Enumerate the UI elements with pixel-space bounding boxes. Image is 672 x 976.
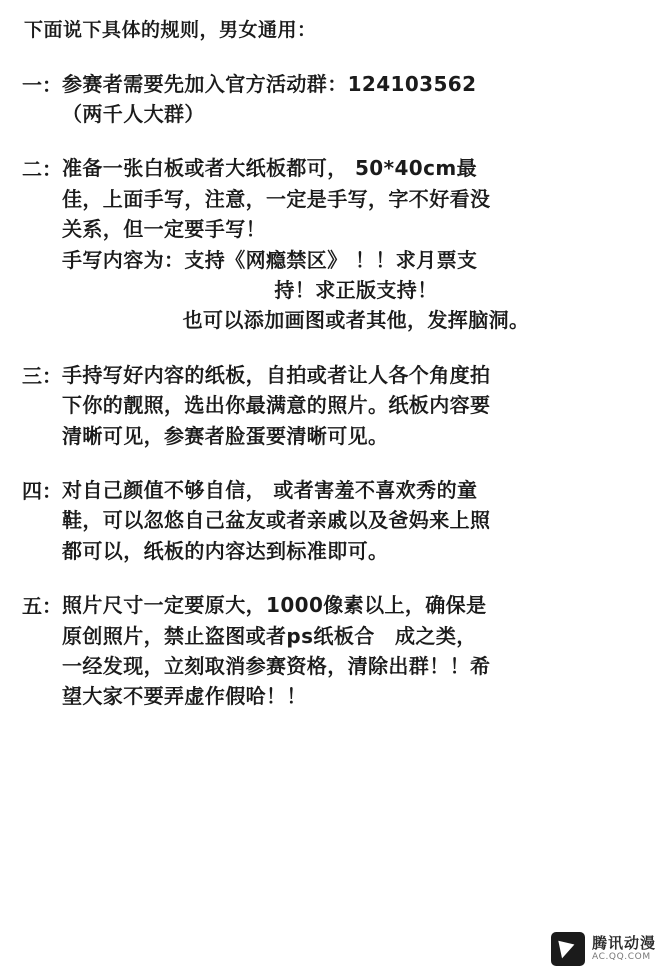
watermark bbox=[551, 932, 656, 966]
rule-line: 清晰可见，参赛者脸蛋要清晰可见。 bbox=[62, 423, 389, 448]
rule-line: 手写内容为：支持《网瘾禁区》 ！！求月票支 bbox=[62, 247, 478, 272]
watermark-url: AC.QQ.COM bbox=[591, 952, 651, 963]
rule-body bbox=[62, 69, 650, 130]
rule-label: 二： bbox=[22, 157, 62, 182]
watermark-text bbox=[592, 935, 656, 963]
rule-line: 佳，上面手写，注意，一定是手写，字不好看没 bbox=[62, 186, 491, 211]
rule-line: 准备一张白板或者大纸板都可， 50*40cm最 bbox=[62, 156, 477, 181]
rule-label: 五： bbox=[22, 594, 62, 619]
rule-line: 原创照片，禁止盗图或者ps纸板合 成之类， bbox=[62, 623, 477, 648]
rule-body bbox=[62, 360, 650, 451]
rule-line: 鞋，可以忽悠自己盆友或者亲戚以及爸妈来上照 bbox=[62, 508, 491, 533]
rule-line: 参赛者需要先加入官方活动群：124103562 bbox=[62, 71, 477, 96]
rule-line: 望大家不要弄虚作假哈！！ bbox=[62, 684, 307, 709]
rule-line: （两千人大群） bbox=[62, 102, 205, 127]
rule-line: 对自己颜值不够自信， 或者害羞不喜欢秀的童 bbox=[62, 477, 478, 502]
rule-line: 持！求正版支持！ bbox=[274, 278, 438, 303]
rule-line: 也可以添加画图或者其他，发挥脑洞。 bbox=[182, 308, 530, 333]
rule-item bbox=[22, 360, 650, 451]
rule-label: 四： bbox=[22, 478, 62, 503]
rule-body bbox=[62, 475, 650, 566]
rule-item bbox=[22, 69, 650, 130]
rule-line: 下你的靓照，选出你最满意的照片。纸板内容要 bbox=[62, 393, 491, 418]
tencent-comic-logo-icon bbox=[551, 932, 585, 966]
rule-item bbox=[22, 475, 650, 566]
intro-paragraph: 下面说下具体的规则，男女通用： bbox=[24, 19, 317, 41]
rule-line: 手持写好内容的纸板，自拍或者让人各个角度拍 bbox=[62, 362, 491, 387]
rule-label: 一： bbox=[22, 72, 62, 97]
rule-line: 一经发现，立刻取消参赛资格，清除出群！！希 bbox=[62, 653, 491, 678]
rule-item bbox=[22, 590, 650, 712]
rule-body bbox=[62, 590, 650, 712]
rule-line: 关系，但一定要手写！ bbox=[62, 217, 266, 242]
rule-label: 三： bbox=[22, 363, 62, 388]
rule-line: 都可以，纸板的内容达到标准即可。 bbox=[62, 538, 389, 563]
watermark-title: 腾讯动漫 bbox=[591, 934, 656, 953]
rule-line: 照片尺寸一定要原大，1000像素以上，确保是 bbox=[62, 593, 487, 618]
rule-body bbox=[62, 153, 650, 335]
rule-item bbox=[22, 153, 650, 335]
